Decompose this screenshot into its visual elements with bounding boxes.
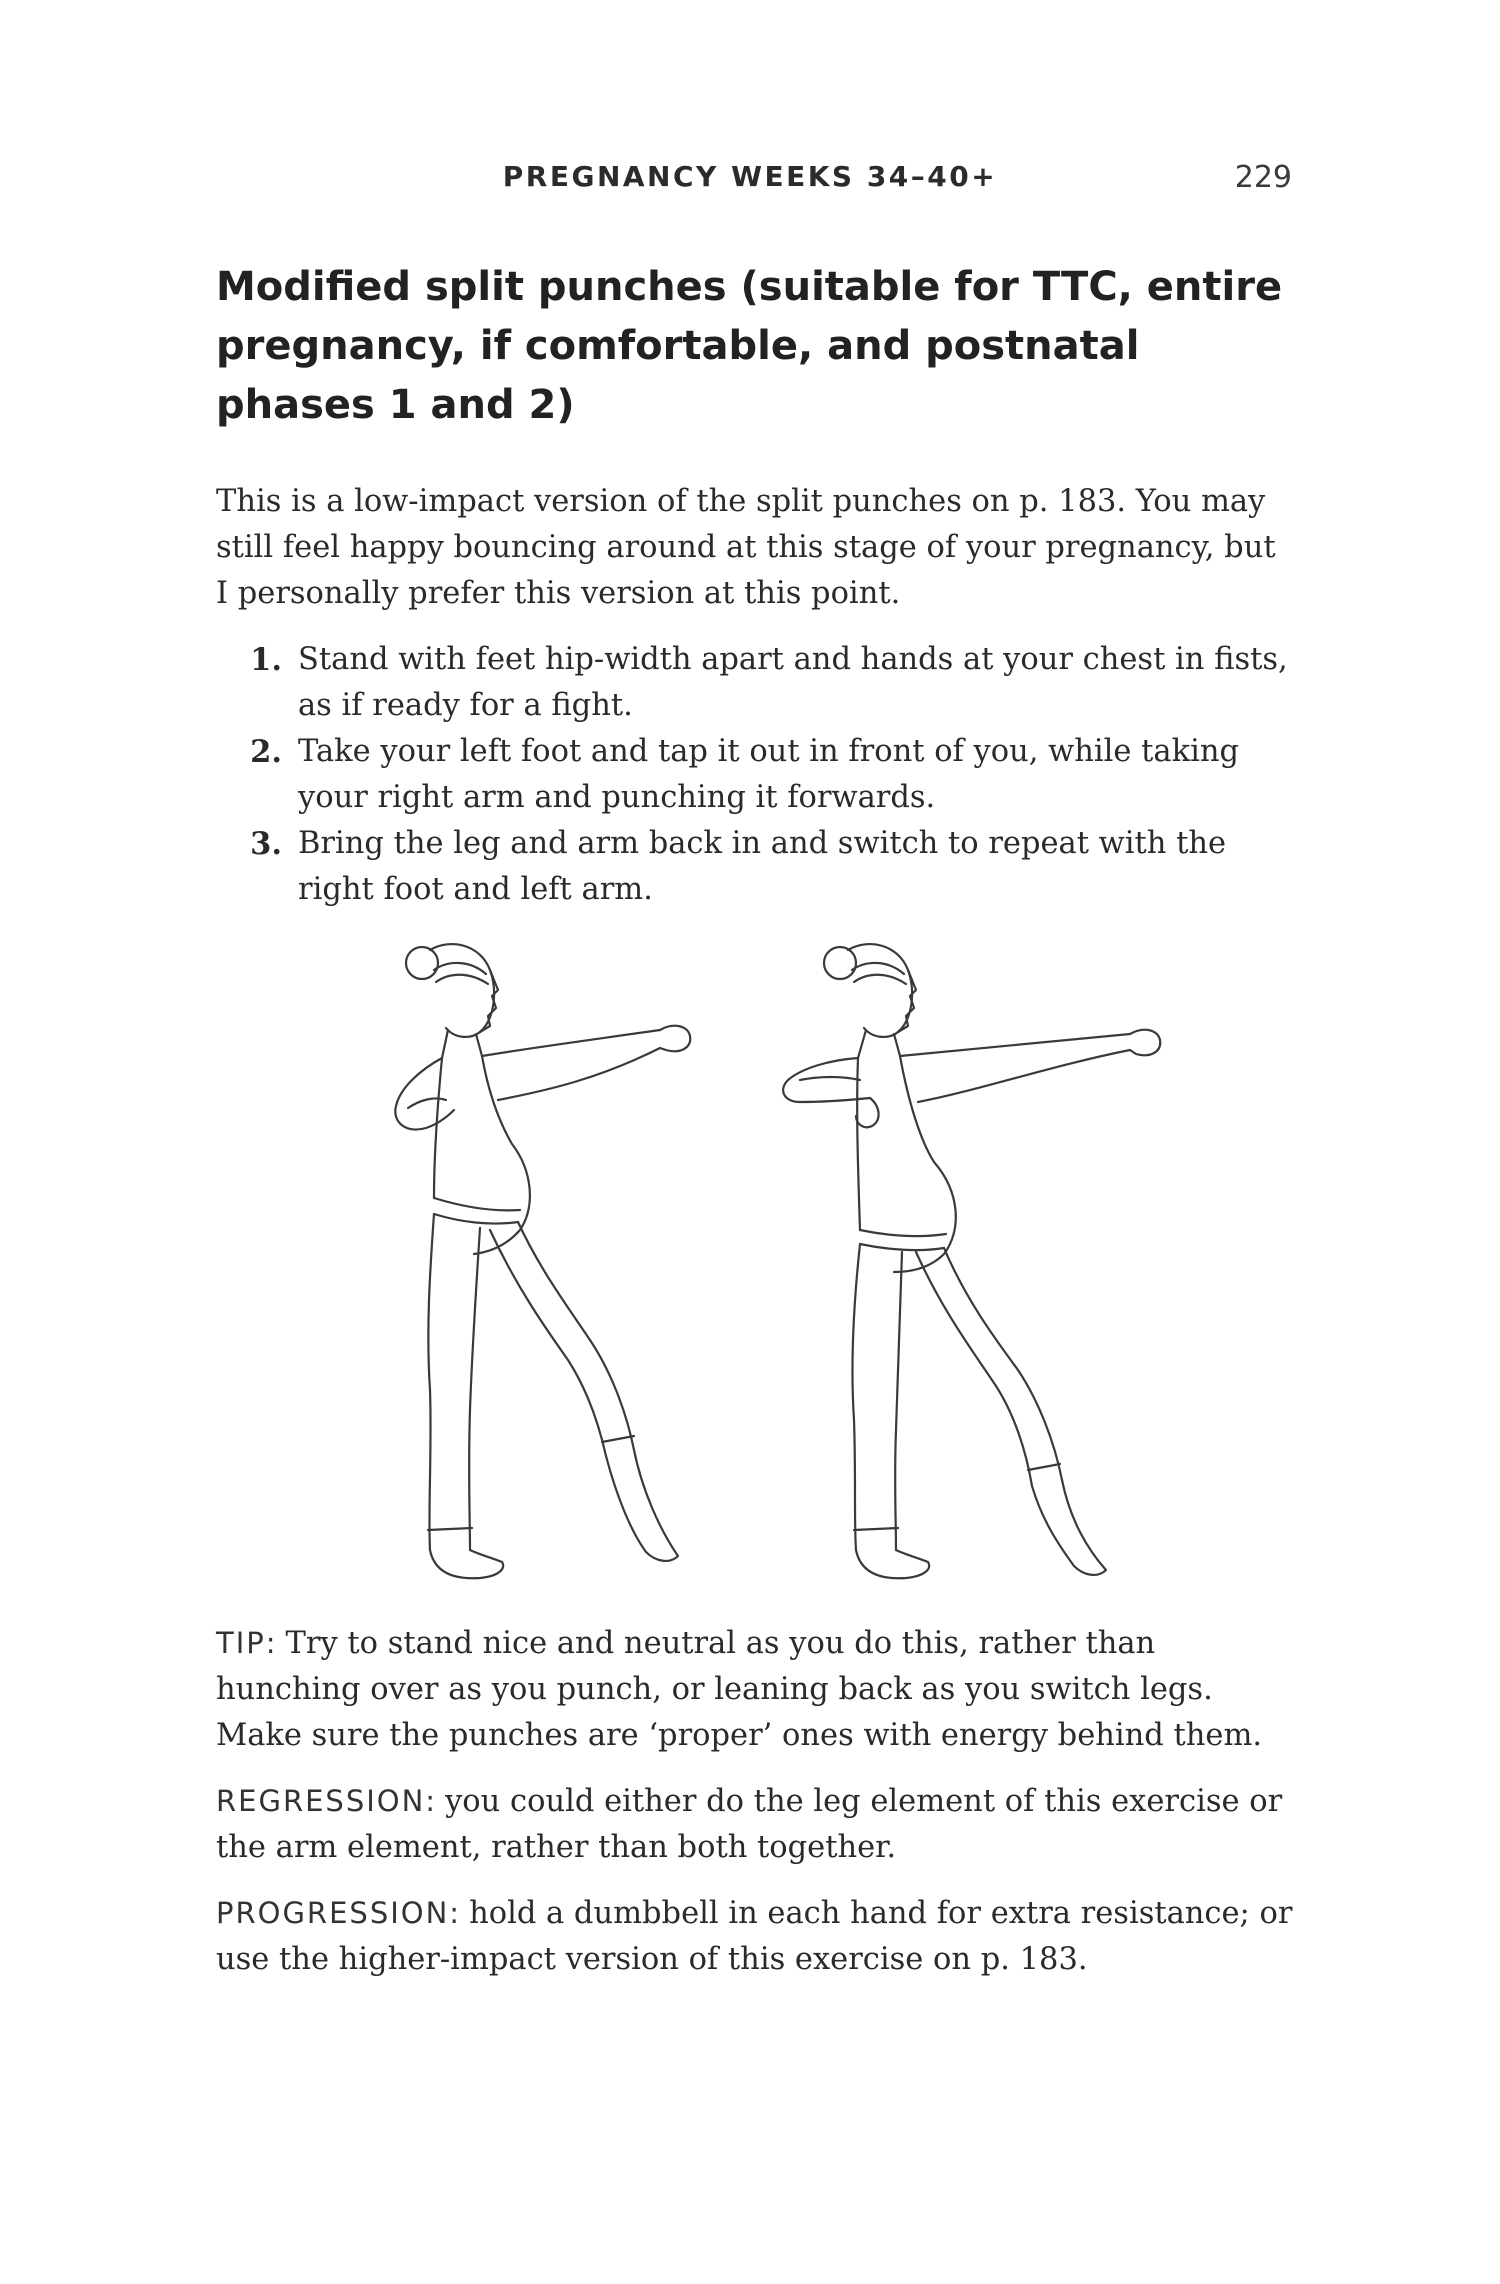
exercise-title: Modified split punches (suitable for TTC, entire pregnancy, if comfortable, and postnatal phases 1 and 2) (216, 264, 1283, 428)
running-head: PREGNANCY WEEKS 34–40+ (502, 160, 998, 193)
pregnant-woman-figure-left (395, 944, 690, 1578)
steps-list (216, 637, 1296, 913)
step-text: Stand with feet hip-width apart and hands at your chest in fists, as if ready for a fight. (298, 642, 1288, 723)
tip-note (216, 1620, 1296, 1759)
pregnant-woman-figure-right (783, 944, 1160, 1578)
step-text: Take your left foot and tap it out in front of you, while taking your right arm and punching it forwards. (298, 734, 1240, 815)
regression-label: REGRESSION: (216, 1784, 438, 1818)
tip-label: TIP: (216, 1626, 278, 1660)
tip-text: Try to stand nice and neutral as you do this, rather than hunching over as you punch, or leaning back as you switch legs. Make sure the punches are ‘proper’ ones with energy behind them. (216, 1626, 1263, 1753)
step-number: 2. (250, 734, 282, 770)
progression-text: hold a dumbbell in each hand for extra resistance; or use the higher-impact version of this exercise on p. 183. (216, 1896, 1293, 1977)
step-item (216, 637, 1296, 729)
regression-note (216, 1778, 1296, 1871)
exercise-illustration (330, 930, 1210, 1600)
regression-text: you could either do the leg element of this exercise or the arm element, rather than both together. (216, 1784, 1283, 1865)
step-number: 1. (250, 642, 282, 678)
step-text: Bring the leg and arm back in and switch to repeat with the right foot and left arm. (298, 826, 1227, 907)
intro-paragraph: This is a low-impact version of the split punches on p. 183. You may still feel happy bouncing around at this stage of your pregnancy, but I personally prefer this version at this point. (216, 484, 1276, 611)
step-number: 3. (250, 826, 282, 862)
page-number: 229 (1234, 160, 1292, 195)
step-item (216, 729, 1296, 821)
step-item (216, 821, 1296, 913)
progression-label: PROGRESSION: (216, 1896, 462, 1930)
progression-note (216, 1890, 1296, 1983)
